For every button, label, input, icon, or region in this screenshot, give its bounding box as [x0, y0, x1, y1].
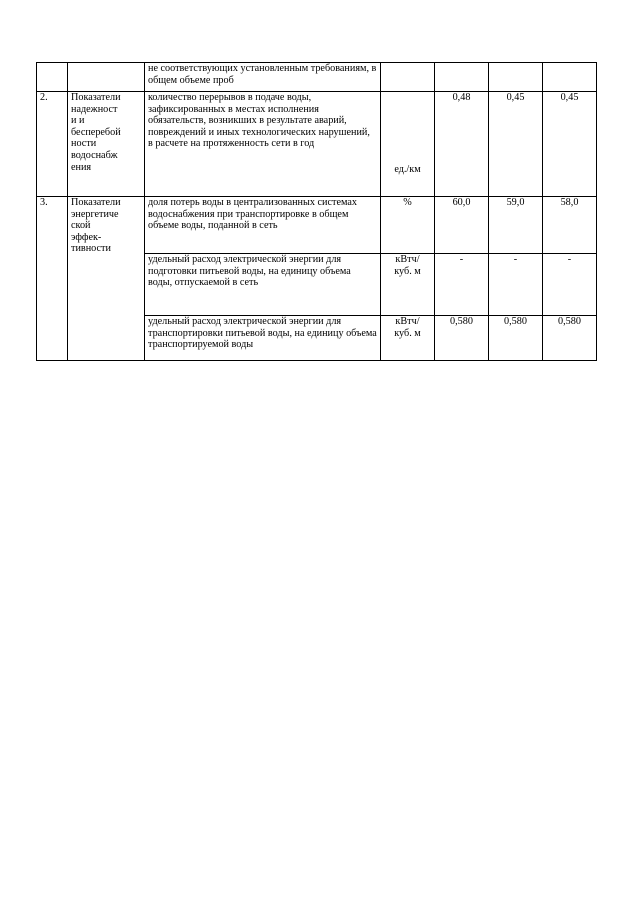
value-cell: 0,45 — [543, 92, 597, 197]
value-cell: - — [489, 254, 543, 316]
indicator-description: удельный расход электрической энергии для подготовки питьевой воды, на единицу объема воды, отпускаемой в сеть — [145, 254, 381, 316]
unit-cell: кВтч/ куб. м — [381, 316, 435, 361]
value-cell: 0,580 — [435, 316, 489, 361]
table-row — [37, 197, 597, 254]
unit-cell — [381, 63, 435, 92]
value-cell: 58,0 — [543, 197, 597, 254]
value-cell: 0,580 — [543, 316, 597, 361]
value-cell: 0,48 — [435, 92, 489, 197]
value-cell: 0,45 — [489, 92, 543, 197]
value-cell: 60,0 — [435, 197, 489, 254]
indicator-description: количество перерывов в подаче воды, зафиксированных в местах исполнения обязательств, возникших в результате аварий, повреждений и иных технологических нарушений, в расчете на протяженность сети в год — [145, 92, 381, 197]
indicator-description: удельный расход электрической энергии для транспортировки питьевой воды, на единицу объема транспортируемой воды — [145, 316, 381, 361]
indicator-group-cell: Показатели надежност и и бесперебой ности водоснабж ения — [68, 92, 145, 197]
value-cell: - — [543, 254, 597, 316]
unit-cell: % — [381, 197, 435, 254]
value-cell: 0,580 — [489, 316, 543, 361]
value-cell: 59,0 — [489, 197, 543, 254]
indicator-group-cell — [68, 63, 145, 92]
row-number-cell: 2. — [37, 92, 68, 197]
indicator-description: не соответствующих установленным требованиям, в общем объеме проб — [145, 63, 381, 92]
table-row — [37, 63, 597, 92]
unit-cell: ед./км — [381, 92, 435, 197]
row-number-cell — [37, 63, 68, 92]
value-cell — [489, 63, 543, 92]
value-cell — [543, 63, 597, 92]
unit-cell: кВтч/ куб. м — [381, 254, 435, 316]
row-number-cell: 3. — [37, 197, 68, 361]
table-row — [37, 92, 597, 197]
indicator-group-cell: Показатели энергетиче ской эффек- тивности — [68, 197, 145, 361]
value-cell: - — [435, 254, 489, 316]
indicator-description: доля потерь воды в централизованных системах водоснабжения при транспортировке в общем объеме воды, поданной в сеть — [145, 197, 381, 254]
indicators-table — [36, 62, 597, 361]
value-cell — [435, 63, 489, 92]
